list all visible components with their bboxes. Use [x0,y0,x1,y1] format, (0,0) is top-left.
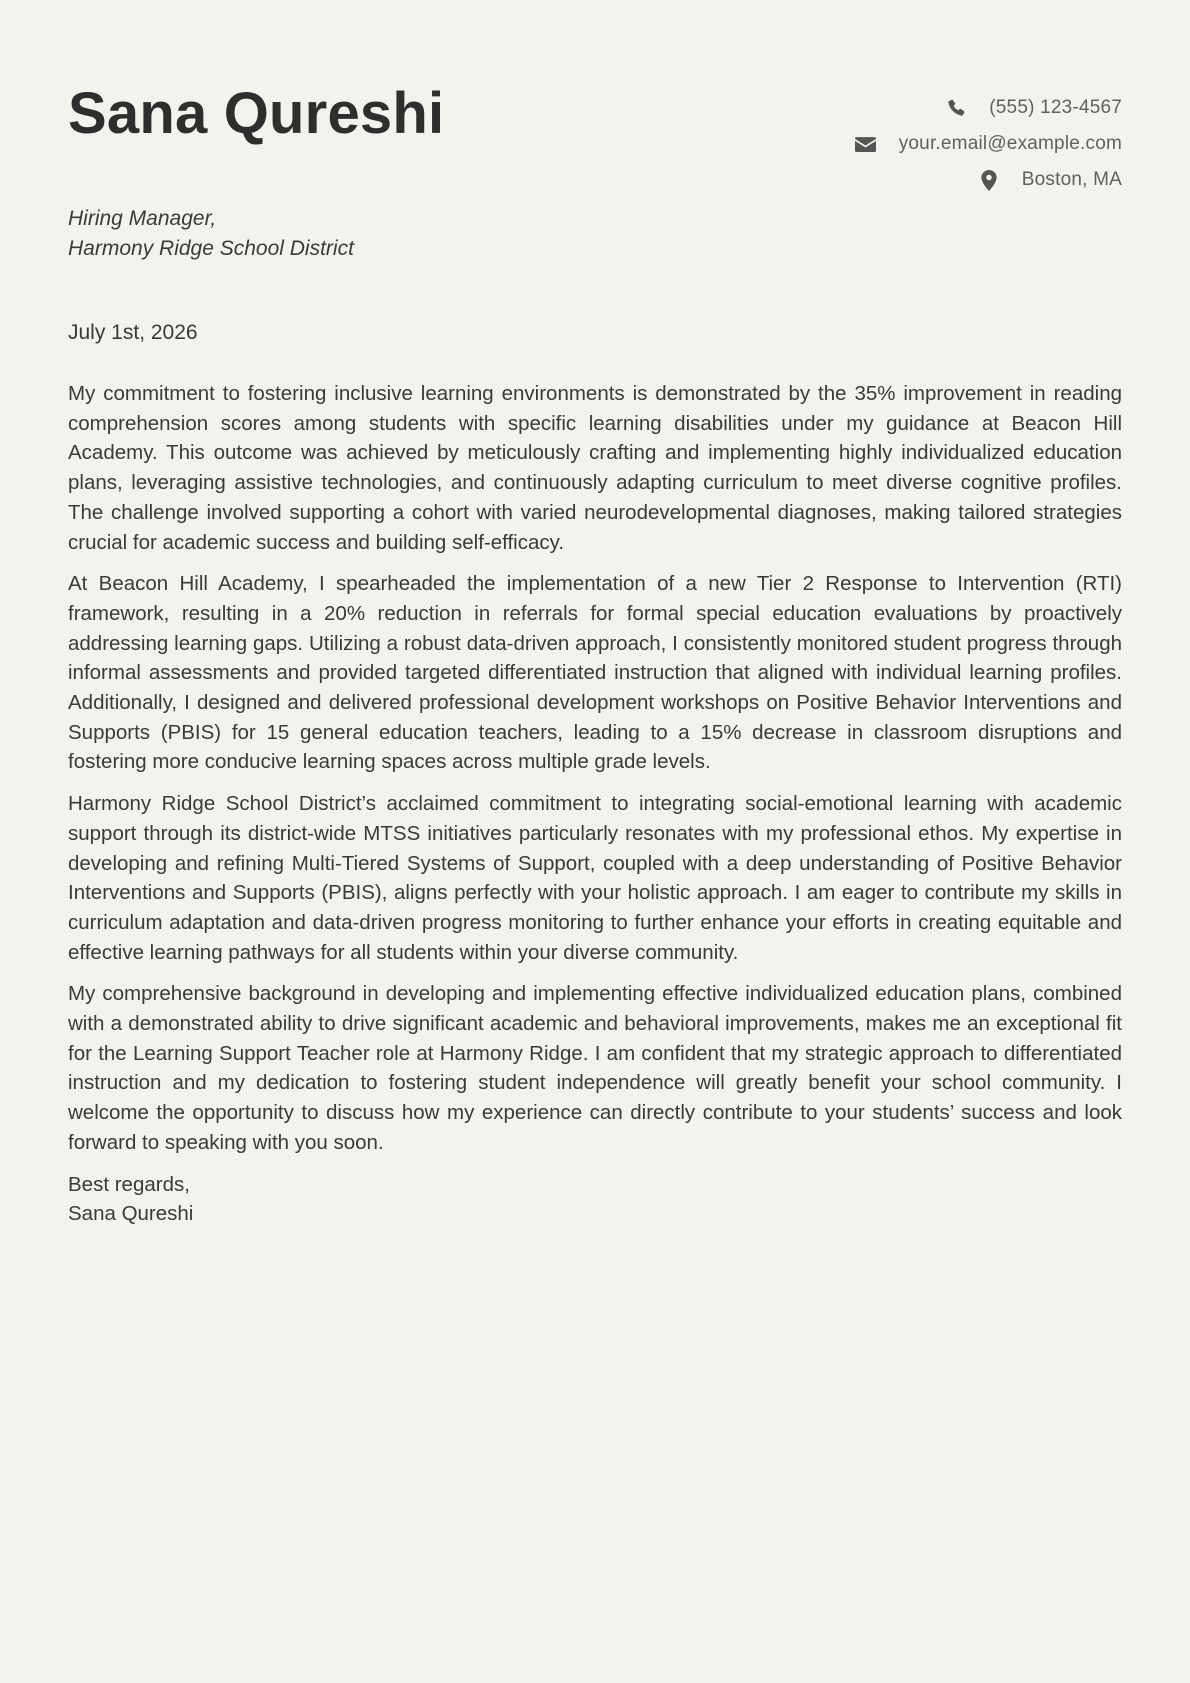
contact-block [855,96,1122,192]
body-paragraph-2: At Beacon Hill Academy, I spearheaded the implementation of a new Tier 2 Response to Intervention (RTI) framework, resulting in a 20% reduction in referrals for formal special education evaluations by proactively addressing learning gaps. Utilizing a robust data-driven approach, I consistently monitored student progress through informal assessments and provided targeted differentiated instruction that aligned with individual learning profiles. Additionally, I designed and delivered professional development workshops on Positive Behavior Interventions and Supports (PBIS) for 15 general education teachers, leading to a 15% decrease in classroom disruptions and fostering more conducive learning spaces across multiple grade levels. [68,572,1122,774]
email-text: your.email@example.com [898,133,1122,154]
recipient-organization: Harmony Ridge School District [68,237,354,260]
body-paragraph-1: My commitment to fostering inclusive learning environments is demonstrated by the 35% improvement in reading comprehension scores among students with specific learning disabilities under my guidance at Beacon Hill Academy. This outcome was achieved by meticulously crafting and implementing highly individualized education plans, leveraging assistive technologies, and continuously adapting curriculum to meet diverse cognitive profiles. The challenge involved supporting a cohort with varied neurodevelopmental diagnoses, making tailored strategies crucial for academic success and building self-efficacy. [68,382,1122,554]
closing-block [68,1170,1122,1229]
applicant-name: Sana Qureshi [68,81,445,146]
recipient-title: Hiring Manager, [68,207,217,230]
phone-text: (555) 123-4567 [989,97,1122,118]
phone-icon [945,97,967,119]
recipient-block [68,204,1122,264]
contact-email [855,132,1122,156]
letter-body [68,379,1122,1158]
envelope-icon [855,133,877,155]
letter-header [68,78,1122,192]
closing-signature: Sana Qureshi [68,1202,194,1226]
map-pin-icon [978,169,1000,191]
contact-location [978,168,1122,192]
contact-phone [945,96,1122,120]
location-text: Boston, MA [1021,169,1122,190]
body-paragraph-4: My comprehensive background in developing and implementing effective individualized education plans, combined with a demonstrated ability to drive significant academic and behavioral improvements, makes me an exceptional fit for the Learning Support Teacher role at Harmony Ridge. I am confident that my strategic approach to differentiated instruction and my dedication to fostering student independence will greatly benefit your school community. I welcome the opportunity to discuss how my experience can directly contribute to your students’ success and look forward to speaking with you soon. [68,982,1122,1154]
closing-salutation: Best regards, [68,1172,190,1196]
letter-date: July 1st, 2026 [68,321,198,344]
body-paragraph-3: Harmony Ridge School District’s acclaimed commitment to integrating social-emotional learning with academic support through its district-wide MTSS initiatives particularly resonates with my professional ethos. My expertise in developing and refining Multi-Tiered Systems of Support, coupled with a deep understanding of Positive Behavior Interventions and Supports (PBIS), aligns perfectly with your holistic approach. I am eager to contribute my skills in curriculum adaptation and data-driven progress monitoring to further enhance your efforts in creating equitable and effective learning pathways for all students within your diverse community. [68,792,1122,964]
